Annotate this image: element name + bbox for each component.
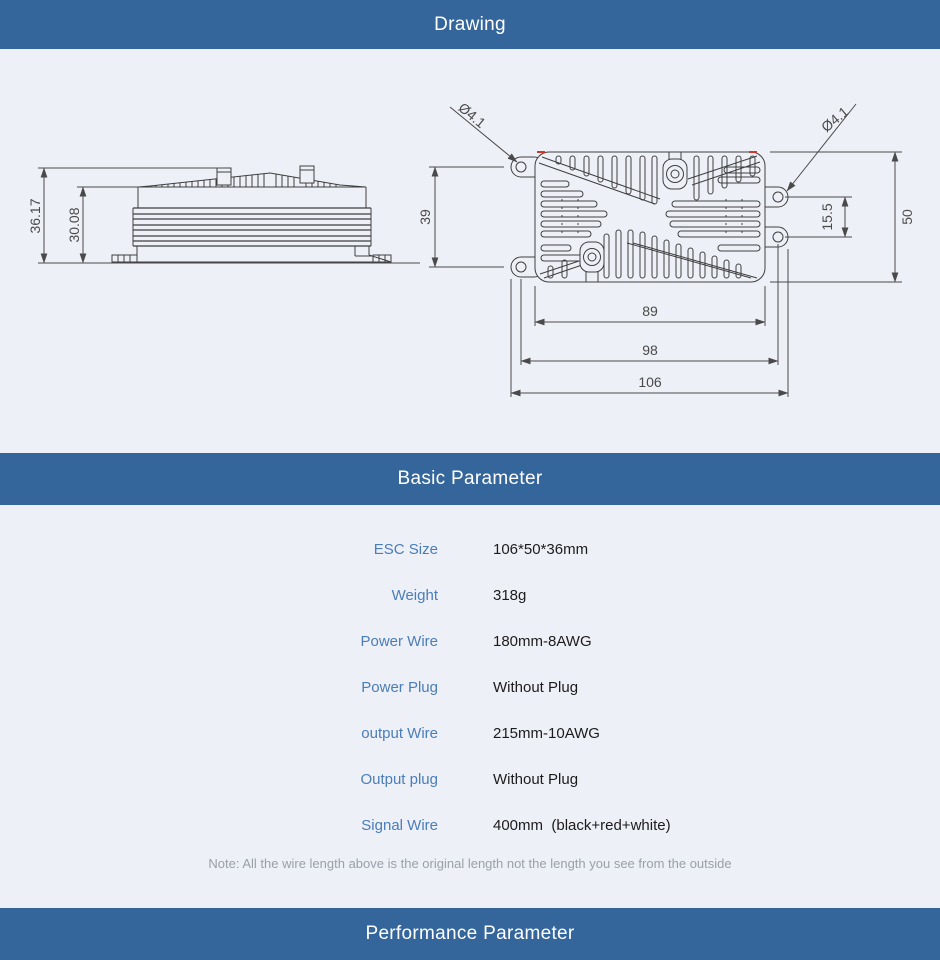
dim-top-left-hole-span: 39 — [417, 209, 433, 225]
dim-hole-diameter-right: Ø4.1 — [818, 103, 852, 136]
param-row-weight — [0, 572, 940, 618]
param-label: Weight — [391, 586, 438, 604]
param-value: 180mm-8AWG — [493, 632, 592, 650]
param-label: Power Wire — [360, 632, 438, 650]
param-label: Power Plug — [361, 678, 438, 696]
param-row-output-wire — [0, 710, 940, 756]
dim-hole-diameter-left: Ø4.1 — [455, 99, 489, 132]
dim-side-body-height: 30.08 — [66, 207, 82, 243]
param-value: 106*50*36mm — [493, 540, 589, 558]
basic-parameter-table — [0, 505, 940, 908]
param-value: Without Plug — [493, 770, 579, 788]
param-row-power-plug — [0, 664, 940, 710]
technical-drawing — [0, 49, 940, 453]
side-view-drawing — [27, 166, 420, 263]
technical-drawing-section — [0, 49, 940, 453]
param-row-power-wire — [0, 618, 940, 664]
performance-parameter-section-header — [0, 908, 940, 960]
wire-length-note: Note: All the wire length above is the original length not the length you see from the outside — [208, 856, 732, 871]
param-label: Signal Wire — [361, 816, 438, 834]
param-label: output Wire — [361, 724, 438, 742]
dim-top-right-hole-span: 15.5 — [819, 203, 835, 231]
side-view-rib-band — [133, 208, 371, 246]
param-value: 215mm-10AWG — [493, 724, 600, 742]
top-view-drawing — [417, 99, 915, 397]
param-value: Without Plug — [493, 678, 579, 696]
dim-top-total-width: 106 — [638, 374, 662, 390]
basic-parameter-section-title: Basic Parameter — [397, 468, 543, 489]
param-row-signal-wire — [0, 802, 940, 848]
param-row-output-plug — [0, 756, 940, 802]
dim-side-total-height: 36.17 — [27, 198, 43, 234]
dim-top-fin-width: 89 — [642, 303, 658, 319]
param-value: 400mm (black+red+white) — [493, 816, 671, 834]
param-label: ESC Size — [373, 540, 438, 558]
param-label: Output plug — [360, 770, 438, 788]
param-value: 318g — [493, 586, 527, 604]
drawing-section-title: Drawing — [434, 13, 506, 35]
dim-top-hole-span-width: 98 — [642, 342, 658, 358]
basic-parameter-section-header — [0, 453, 940, 505]
side-view-base — [112, 246, 391, 262]
param-row-esc-size — [0, 526, 940, 572]
drawing-section-header — [0, 0, 940, 49]
performance-parameter-section-title: Performance Parameter — [365, 923, 575, 944]
dim-top-body-height: 50 — [899, 209, 915, 225]
